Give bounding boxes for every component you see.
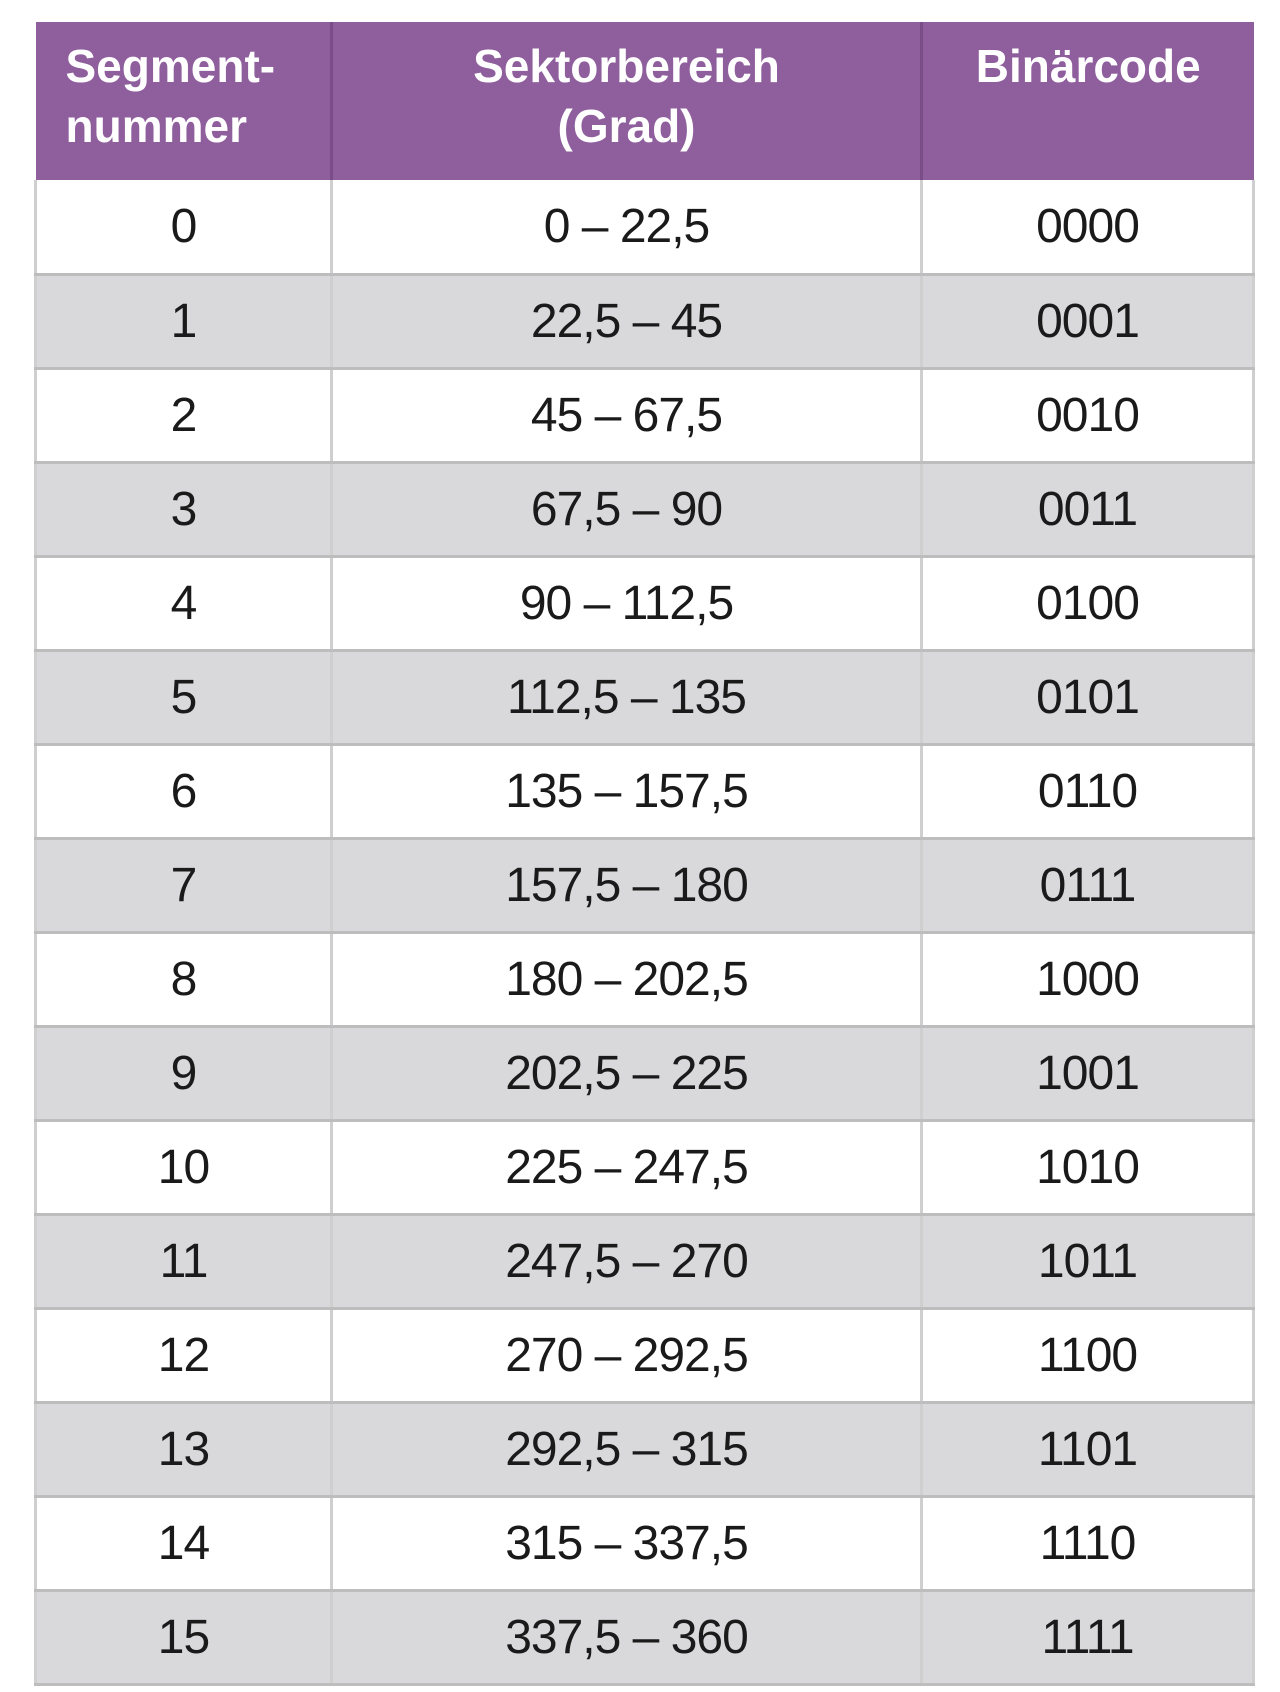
cell-code: 1000 <box>922 932 1254 1026</box>
cell-segment: 10 <box>36 1120 332 1214</box>
header-sector-line2: (Grad) <box>557 100 696 152</box>
table-row <box>36 744 1254 838</box>
cell-code: 0101 <box>922 650 1254 744</box>
cell-code: 0100 <box>922 556 1254 650</box>
cell-range: 67,5 – 90 <box>332 462 922 556</box>
table-row <box>36 1308 1254 1402</box>
cell-segment: 8 <box>36 932 332 1026</box>
cell-segment: 9 <box>36 1026 332 1120</box>
cell-range: 270 – 292,5 <box>332 1308 922 1402</box>
cell-code: 1110 <box>922 1496 1254 1590</box>
cell-range: 90 – 112,5 <box>332 556 922 650</box>
cell-range: 315 – 337,5 <box>332 1496 922 1590</box>
cell-code: 0010 <box>922 368 1254 462</box>
cell-range: 157,5 – 180 <box>332 838 922 932</box>
table-row <box>36 1590 1254 1684</box>
header-binary-code <box>922 22 1254 180</box>
table-header <box>36 22 1254 180</box>
cell-segment: 14 <box>36 1496 332 1590</box>
cell-code: 0110 <box>922 744 1254 838</box>
header-segment-line1: Segment- <box>65 40 276 92</box>
cell-code: 0011 <box>922 462 1254 556</box>
cell-segment: 13 <box>36 1402 332 1496</box>
table-row <box>36 650 1254 744</box>
table-row <box>36 1402 1254 1496</box>
cell-range: 22,5 – 45 <box>332 274 922 368</box>
table-row <box>36 180 1254 274</box>
cell-segment: 12 <box>36 1308 332 1402</box>
header-segment-line2: nummer <box>65 100 247 152</box>
cell-range: 135 – 157,5 <box>332 744 922 838</box>
cell-segment: 11 <box>36 1214 332 1308</box>
cell-segment: 4 <box>36 556 332 650</box>
table-row <box>36 932 1254 1026</box>
cell-segment: 2 <box>36 368 332 462</box>
table-row <box>36 1120 1254 1214</box>
header-row <box>36 22 1254 180</box>
cell-code: 0111 <box>922 838 1254 932</box>
cell-range: 112,5 – 135 <box>332 650 922 744</box>
cell-code: 1101 <box>922 1402 1254 1496</box>
header-sector-line1: Sektorbereich <box>473 40 780 92</box>
segment-table <box>34 22 1255 1686</box>
header-sector-range <box>332 22 922 180</box>
cell-range: 202,5 – 225 <box>332 1026 922 1120</box>
cell-code: 0000 <box>922 180 1254 274</box>
table-row <box>36 1496 1254 1590</box>
header-segment-number <box>36 22 332 180</box>
cell-segment: 6 <box>36 744 332 838</box>
cell-range: 45 – 67,5 <box>332 368 922 462</box>
cell-code: 1100 <box>922 1308 1254 1402</box>
cell-range: 180 – 202,5 <box>332 932 922 1026</box>
table-row <box>36 368 1254 462</box>
table-row <box>36 1026 1254 1120</box>
table-row <box>36 462 1254 556</box>
cell-range: 292,5 – 315 <box>332 1402 922 1496</box>
cell-segment: 7 <box>36 838 332 932</box>
cell-range: 247,5 – 270 <box>332 1214 922 1308</box>
cell-segment: 1 <box>36 274 332 368</box>
table-row <box>36 1214 1254 1308</box>
cell-code: 1111 <box>922 1590 1254 1684</box>
table-body <box>36 180 1254 1684</box>
cell-range: 337,5 – 360 <box>332 1590 922 1684</box>
cell-code: 1001 <box>922 1026 1254 1120</box>
cell-segment: 3 <box>36 462 332 556</box>
cell-code: 1011 <box>922 1214 1254 1308</box>
table-row <box>36 556 1254 650</box>
cell-segment: 5 <box>36 650 332 744</box>
cell-code: 1010 <box>922 1120 1254 1214</box>
cell-range: 0 – 22,5 <box>332 180 922 274</box>
cell-segment: 15 <box>36 1590 332 1684</box>
cell-segment: 0 <box>36 180 332 274</box>
table-row <box>36 274 1254 368</box>
table-row <box>36 838 1254 932</box>
cell-code: 0001 <box>922 274 1254 368</box>
header-binary-label: Binärcode <box>975 40 1201 92</box>
cell-range: 225 – 247,5 <box>332 1120 922 1214</box>
